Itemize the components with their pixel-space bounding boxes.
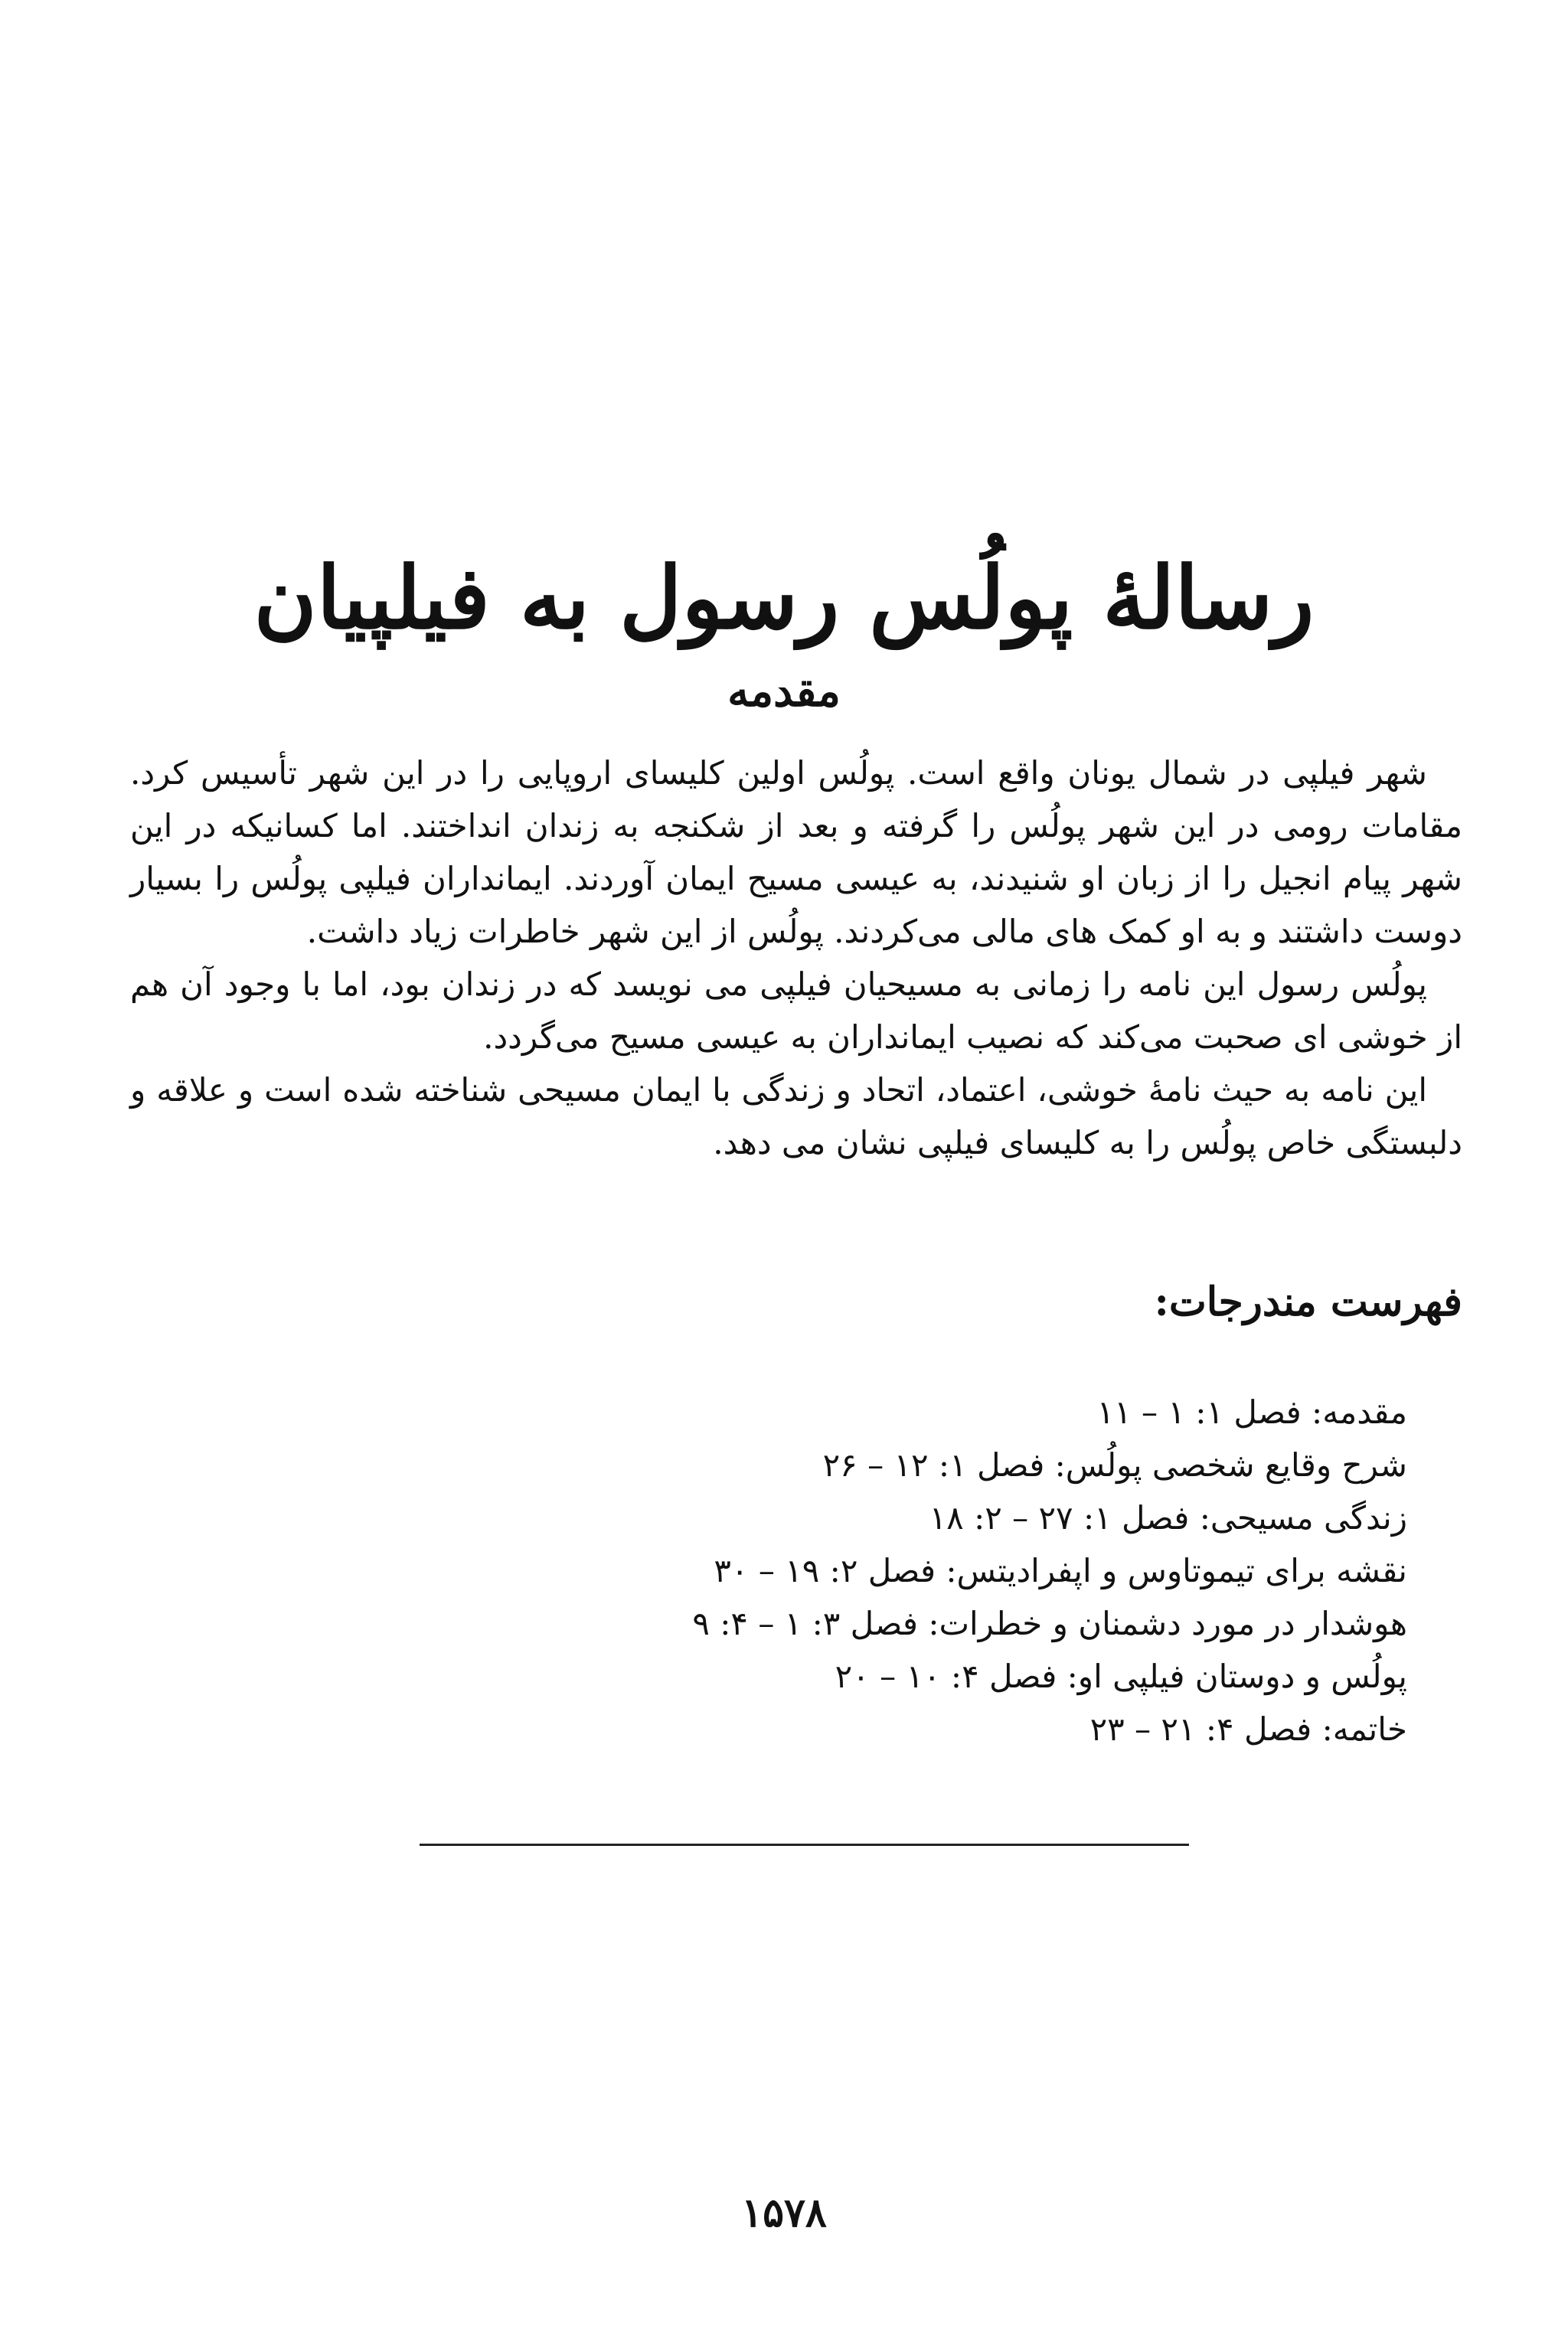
- toc-item: هوشدار در مورد دشمنان و خطرات: فصل ۳: ۱ – ۴: ۹: [692, 1605, 1407, 1642]
- toc-item: نقشه برای تیموتاوس و اپفرادیتس: فصل ۲: ۱۹ – ۳۰: [714, 1552, 1407, 1589]
- toc-item: خاتمه: فصل ۴: ۲۱ – ۲۳: [1089, 1710, 1407, 1748]
- toc-heading: فهرست مندرجات:: [1154, 1279, 1462, 1325]
- section-subtitle: مقدمه: [727, 666, 841, 717]
- page-number: ۱۵۷۸: [741, 2190, 827, 2236]
- table-of-contents: [259, 1386, 1407, 1756]
- toc-item: شرح وقایع شخصی پولُس: فصل ۱: ۱۲ – ۲۶: [822, 1446, 1407, 1484]
- toc-item: زندگی مسیحی: فصل ۱: ۲۷ – ۲: ۱۸: [929, 1499, 1407, 1537]
- intro-paragraph: این نامه به حیث نامهٔ خوشی، اعتماد، اتحاد و زندگی با ایمان مسیحی شناخته شده است و علاقه و دلبستگی خاص پولُس را به کلیسای فیلپی نشان می دهد.: [130, 1071, 1462, 1161]
- intro-paragraph: پولُس رسول این نامه را زمانی به مسیحیان فیلپی می نویسد که در زندان بود، اما با وجود آن هم از خوشی ای صحبت می‌کند که نصیب ایمانداران به عیسی مسیح می‌گردد.: [130, 965, 1462, 1056]
- page-title: رسالهٔ پولُس رسول به فیلپیان: [253, 548, 1315, 649]
- intro-paragraph: شهر فیلپی در شمال یونان واقع است. پولُس اولین کلیسای اروپایی را در این شهر تأسیس کرد. مقامات رومی در این شهر پولُس را گرفته و بعد از شکنجه به زندان انداختند. اما کسانیکه در این شهر پیام انجیل را از زبان او شنیدند، به عیسی مسیح ایمان آوردند. ایمانداران فیلپی پولُس را بسیار دوست داشتند و به او کمک های مالی می‌کردند. پولُس از این شهر خاطرات زیاد داشت.: [130, 754, 1462, 950]
- horizontal-divider: [420, 1844, 1189, 1846]
- toc-item: مقدمه: فصل ۱: ۱ – ۱۱: [1096, 1393, 1407, 1431]
- introduction-text: [130, 746, 1462, 1169]
- toc-item: پولُس و دوستان فیلپی او: فصل ۴: ۱۰ – ۲۰: [835, 1658, 1407, 1695]
